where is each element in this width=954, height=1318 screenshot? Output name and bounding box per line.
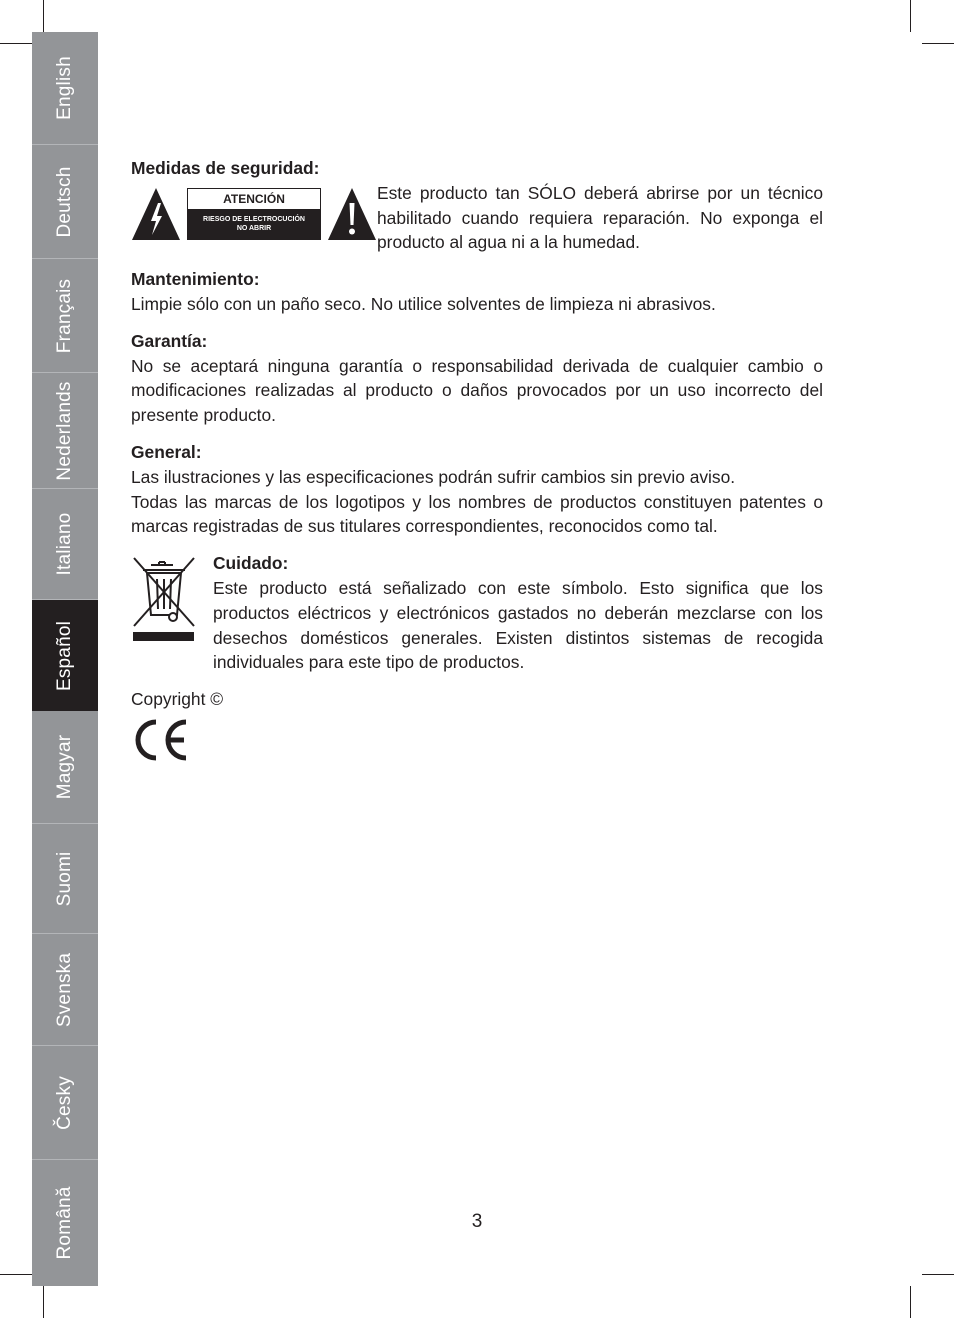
lang-tab-label: Suomi bbox=[54, 851, 75, 906]
ce-mark-icon bbox=[131, 718, 189, 762]
attention-label-line2: NO ABRIR bbox=[236, 224, 272, 232]
lang-tab-label: Nederlands bbox=[54, 380, 75, 481]
crossed-bin-icon bbox=[131, 551, 197, 643]
page-content bbox=[131, 156, 823, 769]
maintenance-section bbox=[131, 267, 823, 317]
caution-text-block bbox=[213, 551, 823, 675]
lang-tab-svenska[interactable] bbox=[32, 934, 98, 1046]
weee-icon-wrapper bbox=[131, 551, 213, 650]
lang-tab-label: Español bbox=[54, 620, 75, 691]
crop-mark bbox=[43, 0, 44, 32]
lang-tab-cesky[interactable] bbox=[32, 1046, 98, 1160]
crop-mark bbox=[910, 0, 911, 32]
caution-text: Este producto está señalizado con este símbolo. Esto significa que los productos eléctricos y electrónicos gastados no deberán mezclarse con los desechos domésticos generales. Existen distintos sistemas de recogida individuales para este tipo de productos. bbox=[213, 577, 823, 673]
crop-mark bbox=[0, 43, 32, 44]
general-text-1: Las ilustraciones y las especificaciones podrán sufrir cambios sin previo aviso. bbox=[131, 466, 736, 487]
crop-mark bbox=[0, 1274, 32, 1275]
attention-label-title: ATENCIÓN bbox=[188, 189, 320, 209]
safety-section bbox=[131, 156, 823, 255]
electric-shock-warning-icon bbox=[131, 187, 181, 241]
attention-label bbox=[187, 188, 321, 240]
lang-tab-english[interactable] bbox=[32, 32, 98, 145]
lang-tab-label: Deutsch bbox=[54, 165, 75, 238]
lang-tab-italiano[interactable] bbox=[32, 489, 98, 600]
crop-mark bbox=[43, 1286, 44, 1318]
lang-tab-espanol[interactable] bbox=[32, 600, 98, 711]
caution-section bbox=[131, 551, 823, 675]
crop-mark bbox=[922, 43, 954, 44]
copyright-text: Copyright © bbox=[131, 689, 224, 710]
page-number: 3 bbox=[471, 1211, 483, 1232]
lang-tab-label: Svenska bbox=[54, 952, 75, 1027]
lang-tab-francais[interactable] bbox=[32, 259, 98, 373]
warranty-text: No se aceptará ninguna garantía o responsabilidad derivada de cualquier cambio o modificaciones realizadas al producto o daños provocados por un uso incorrecto del presente producto. bbox=[131, 355, 823, 426]
warranty-heading: Garantía: bbox=[131, 330, 208, 351]
caution-heading: Cuidado: bbox=[213, 553, 289, 574]
attention-label-text bbox=[188, 209, 320, 239]
language-sidebar bbox=[32, 32, 98, 1286]
lang-tab-label: English bbox=[54, 56, 75, 120]
exclamation-warning-icon bbox=[327, 187, 377, 241]
lang-tab-label: Česky bbox=[54, 1075, 75, 1130]
lang-tab-label: Română bbox=[54, 1186, 75, 1260]
lang-tab-label: Italiano bbox=[54, 512, 75, 576]
lang-tab-suomi[interactable] bbox=[32, 824, 98, 934]
crop-mark bbox=[922, 1274, 954, 1275]
lang-tab-deutsch[interactable] bbox=[32, 145, 98, 259]
ce-mark-wrapper bbox=[131, 718, 823, 769]
general-section bbox=[131, 440, 823, 539]
warranty-section bbox=[131, 329, 823, 428]
maintenance-heading: Mantenimiento: bbox=[131, 269, 260, 290]
general-text-2: Todas las marcas de los logotipos y los nombres de productos constituyen patentes o marcas registradas de sus titulares correspondientes, reconocidos como tal. bbox=[131, 491, 823, 537]
crop-mark bbox=[910, 1286, 911, 1318]
lang-tab-label: Magyar bbox=[54, 734, 75, 800]
safety-heading: Medidas de seguridad: bbox=[131, 158, 320, 178]
lang-tab-magyar[interactable] bbox=[32, 711, 98, 824]
attention-label-line1: RIESGO DE ELECTROCUCIÓN bbox=[203, 215, 305, 223]
safety-text: Este producto tan SÓLO deberá abrirse por un técnico habilitado cuando requiera reparación. No exponga el producto al agua ni a la humedad. bbox=[377, 182, 823, 253]
maintenance-text: Limpie sólo con un paño seco. No utilice solventes de limpieza ni abrasivos. bbox=[131, 293, 716, 314]
lang-tab-nederlands[interactable] bbox=[32, 373, 98, 489]
safety-row bbox=[131, 181, 823, 255]
lang-tab-label: Français bbox=[54, 278, 75, 353]
safety-icons bbox=[131, 187, 377, 241]
general-heading: General: bbox=[131, 441, 202, 462]
